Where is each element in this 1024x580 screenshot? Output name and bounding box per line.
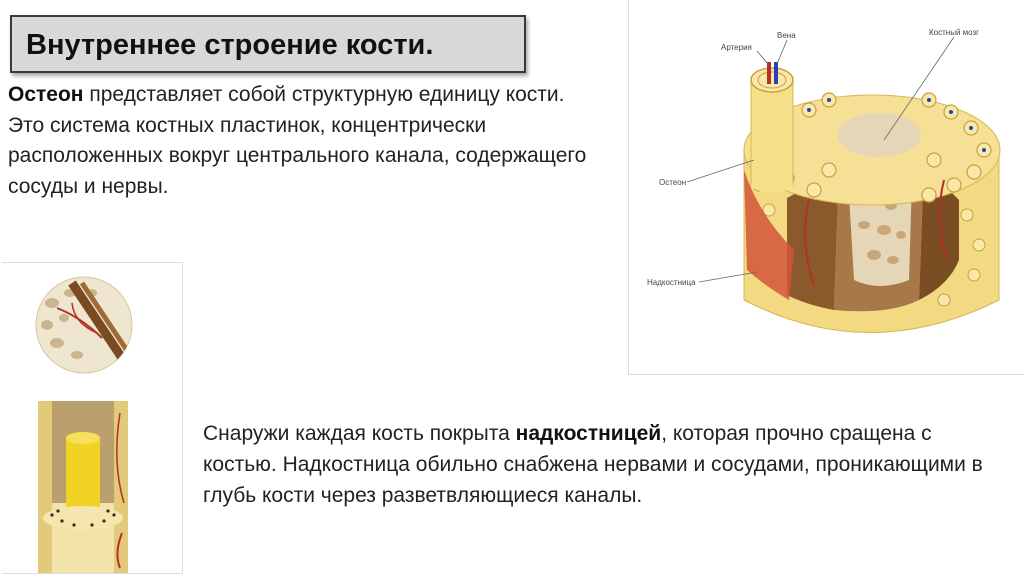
artery-vessel <box>767 62 771 84</box>
osteon-detail-figure <box>2 262 183 574</box>
periosteum-text-pre: Снаружи каждая кость покрыта <box>203 422 516 445</box>
osteon-cylinder <box>751 80 793 185</box>
intro-term: Остеон <box>8 83 84 106</box>
intro-line-1-rest: представляет собой структурную единицу кости. <box>83 83 565 106</box>
intro-line-2: Это система костных пластинок, концентрически расположенных вокруг центрального канала, содержащего сосуды и нервы. <box>8 113 587 198</box>
periosteum-term: надкостницей <box>515 422 662 445</box>
label-marrow: Костный мозг <box>929 28 980 37</box>
label-vein: Вена <box>777 31 796 40</box>
periosteum-text-post: , которая прочно сращена с костью. Надкостница обильно снабжена нервами и сосудами, проникающими в глубь кости через разветвляющиеся каналы. <box>203 422 983 507</box>
label-periosteum: Надкостница <box>647 278 696 287</box>
periosteum-text <box>203 418 1003 511</box>
label-artery: Артерия <box>721 43 752 52</box>
bone-structure-figure <box>628 0 1024 375</box>
bone-structure-svg <box>629 0 1024 375</box>
vein-vessel <box>774 62 778 84</box>
label-osteon: Остеон <box>659 178 687 187</box>
intro-line-1 <box>8 80 618 111</box>
title-box <box>10 15 526 73</box>
intro-text <box>8 80 618 202</box>
osteon-detail-svg <box>2 263 183 575</box>
slide-title: Внутреннее строение кости. <box>26 29 434 61</box>
